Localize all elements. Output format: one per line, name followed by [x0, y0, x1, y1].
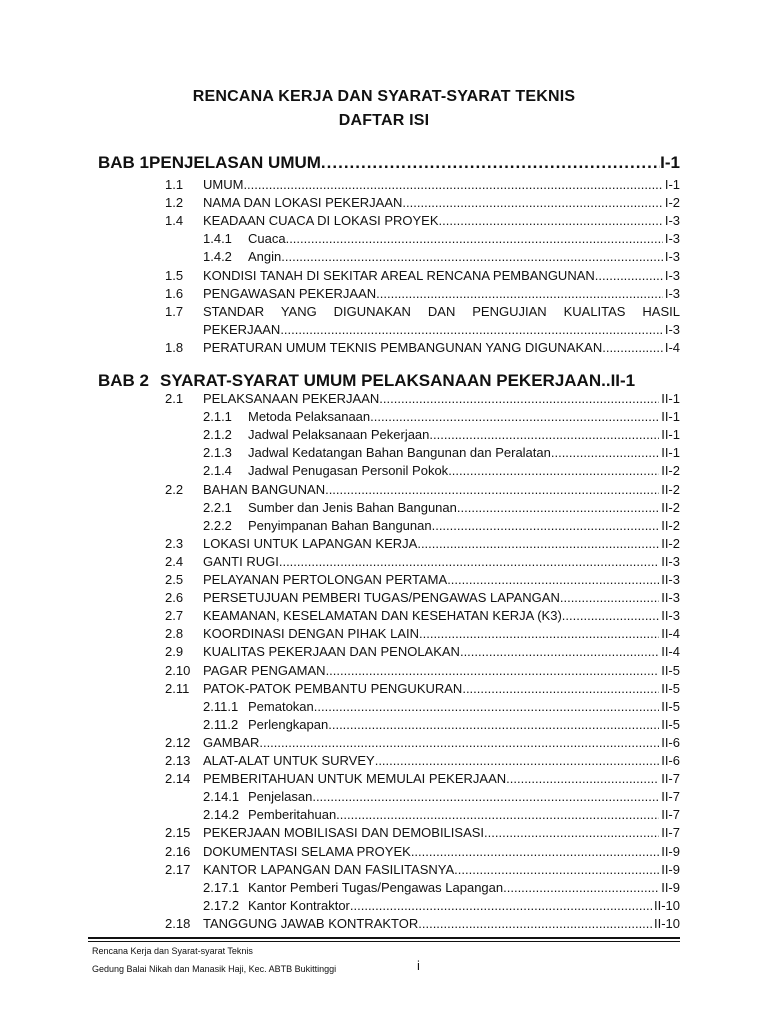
- entry-page: II-10: [653, 915, 680, 931]
- entry-title: Jadwal Pelaksanaan Pekerjaan: [248, 427, 430, 443]
- chapter-title: SYARAT-SYARAT UMUM PELAKSANAAN PEKERJAAN..: [160, 371, 611, 390]
- entry-title: Sumber dan Jenis Bahan Bangunan: [248, 499, 457, 515]
- toc-entry: [0, 589, 768, 607]
- toc-entry: [0, 535, 768, 553]
- entry-title: Cuaca: [248, 231, 286, 247]
- toc-entry: [0, 230, 768, 248]
- entry-page: II-3: [661, 553, 680, 569]
- dot-leader: [595, 267, 663, 285]
- toc-entry: [0, 408, 768, 426]
- toc-entry: [0, 607, 768, 625]
- dot-leader: [454, 861, 659, 879]
- entry-title: Jadwal Kedatangan Bahan Bangunan dan Peralatan: [248, 445, 551, 461]
- entry-title: PAGAR PENGAMAN: [203, 662, 326, 678]
- entry-page: II-7: [661, 789, 680, 805]
- dot-leader: [551, 444, 659, 462]
- toc-entry: [0, 481, 768, 499]
- entry-title: PERATURAN UMUM TEKNIS PEMBANGUNAN YANG DIGUNAKAN: [203, 339, 603, 355]
- entry-page: II-2: [661, 463, 680, 479]
- dot-leader: [379, 390, 659, 408]
- entry-page: II-5: [661, 716, 680, 732]
- dot-leader: [506, 770, 659, 788]
- chapter-page: II-1: [610, 371, 636, 390]
- entry-number: 1.4: [165, 213, 184, 229]
- entry-page: I-2: [664, 195, 680, 211]
- entry-title: TANGGUNG JAWAB KONTRAKTOR: [203, 915, 419, 931]
- entry-title: ALAT-ALAT UNTUK SURVEY: [203, 753, 375, 768]
- dot-leader: [484, 824, 659, 842]
- entry-number: 2.8: [165, 626, 184, 642]
- entry-number: 2.14.1: [203, 789, 240, 805]
- toc-entry: [0, 462, 768, 480]
- dot-leader: [259, 734, 659, 752]
- toc-entry: [0, 770, 768, 788]
- entry-title: STANDAR YANG DIGUNAKAN DAN PENGUJIAN KUALITAS HASIL: [203, 303, 680, 319]
- entry-number: 2.14: [165, 771, 191, 787]
- entry-number: 2.6: [165, 590, 184, 606]
- entry-page: I-3: [664, 213, 680, 229]
- entry-number: 2.9: [165, 644, 184, 660]
- entry-number: 2.11.2: [203, 716, 239, 732]
- entry-number: 1.4.1: [203, 231, 232, 247]
- toc-entry: [0, 643, 768, 661]
- entry-title: PERSETUJUAN PEMBERI TUGAS/PENGAWAS LAPANGAN: [203, 590, 560, 606]
- footer-project-name: Gedung Balai Nikah dan Manasik Haji, Kec. ABTB Bukittinggi: [92, 964, 337, 974]
- dot-leader: [448, 462, 659, 480]
- entry-page: II-2: [661, 535, 680, 551]
- toc-entry: [0, 788, 768, 806]
- entry-number: 1.1: [165, 177, 184, 192]
- dot-leader: [418, 915, 652, 933]
- dot-leader: [447, 571, 659, 589]
- toc-entry: [0, 843, 768, 861]
- entry-page: II-2: [661, 481, 680, 497]
- toc-entry: [0, 734, 768, 752]
- chapter-heading-2: [98, 371, 680, 391]
- entry-number: 2.2.1: [203, 499, 232, 515]
- entry-page: II-3: [661, 572, 680, 587]
- entry-page: II-2: [661, 499, 680, 515]
- entry-number: 2.13: [165, 753, 191, 768]
- entry-page: II-7: [661, 807, 680, 823]
- entry-number: 2.16: [165, 843, 191, 859]
- entry-title: UMUM: [203, 177, 244, 192]
- toc-entry: [0, 716, 768, 734]
- entry-title: DOKUMENTASI SELAMA PROYEK: [203, 843, 411, 859]
- entry-title: Perlengkapan: [248, 716, 329, 732]
- dot-leader: [279, 553, 659, 571]
- entry-page: I-3: [664, 321, 680, 337]
- entry-number: 2.14.2: [203, 807, 240, 823]
- entry-title: Metoda Pelaksanaan: [248, 409, 371, 425]
- entry-page: II-3: [661, 590, 680, 606]
- dot-leader: [321, 153, 660, 173]
- entry-page: II-6: [661, 734, 680, 750]
- entry-title: Penyimpanan Bahan Bangunan: [248, 517, 432, 533]
- entry-number: 2.2.2: [203, 517, 232, 533]
- chapter-number: BAB 1: [98, 153, 150, 172]
- entry-page: II-9: [661, 843, 680, 859]
- dot-leader: [602, 339, 663, 357]
- entry-page: II-6: [661, 753, 680, 768]
- entry-title: BAHAN BANGUNAN: [203, 481, 326, 497]
- document-title: RENCANA KERJA DAN SYARAT-SYARAT TEKNIS: [192, 88, 576, 105]
- chapter-heading-1: [98, 153, 680, 173]
- entry-title: KEAMANAN, KESELAMATAN DAN KESEHATAN KERJA (K3): [203, 608, 562, 624]
- dot-leader: [432, 517, 660, 535]
- entry-number: 1.7: [165, 303, 184, 319]
- dot-leader: [376, 285, 663, 303]
- entry-page: II-3: [661, 608, 680, 624]
- entry-number: 1.2: [165, 195, 184, 211]
- entry-page: II-1: [661, 409, 680, 425]
- entry-number: 2.12: [165, 734, 191, 750]
- entry-title: KANTOR LAPANGAN DAN FASILITASNYA: [203, 861, 455, 877]
- entry-title: LOKASI UNTUK LAPANGAN KERJA: [203, 535, 418, 551]
- toc-entry: [0, 212, 768, 230]
- dot-leader: [462, 680, 659, 698]
- dot-leader: [350, 897, 652, 915]
- toc-entry: [0, 680, 768, 698]
- chapter-number: BAB 2: [98, 371, 150, 390]
- entry-page: II-2: [661, 517, 680, 533]
- dot-leader: [281, 248, 663, 266]
- entry-number: 2.5: [165, 572, 184, 587]
- entry-title: PEKERJAAN MOBILISASI DAN DEMOBILISASI: [203, 825, 485, 841]
- entry-page: I-4: [664, 339, 680, 355]
- toc-entry: [0, 390, 768, 408]
- entry-page: I-3: [664, 267, 680, 283]
- entry-title: PELAKSANAAN PEKERJAAN: [203, 391, 380, 406]
- dot-leader: [326, 662, 660, 680]
- toc-heading: DAFTAR ISI: [338, 112, 430, 129]
- entry-number: 2.11.1: [203, 698, 239, 714]
- entry-title: Pemberitahuan: [248, 807, 337, 823]
- dot-leader: [312, 788, 659, 806]
- dot-leader: [560, 589, 659, 607]
- toc-entry: [0, 426, 768, 444]
- entry-title: KUALITAS PEKERJAAN DAN PENOLAKAN: [203, 644, 460, 660]
- entry-title: Angin: [248, 249, 282, 265]
- toc-entry: [0, 553, 768, 571]
- dot-leader: [243, 176, 662, 194]
- toc-entry: [0, 897, 768, 915]
- entry-number: 2.4: [165, 553, 184, 569]
- dot-leader: [503, 879, 659, 897]
- entry-number: 2.1: [165, 391, 184, 406]
- dot-leader: [280, 321, 663, 339]
- dot-leader: [375, 752, 660, 770]
- dot-leader: [314, 698, 659, 716]
- toc-entry: [0, 339, 768, 357]
- entry-title: KONDISI TANAH DI SEKITAR AREAL RENCANA PEMBANGUNAN: [203, 267, 595, 283]
- dot-leader: [457, 499, 659, 517]
- entry-page: II-1: [661, 445, 680, 461]
- entry-number: 2.2: [165, 481, 184, 497]
- toc-entry: [0, 194, 768, 212]
- entry-title: Kantor Pemberi Tugas/Pengawas Lapangan: [248, 879, 504, 895]
- entry-page: II-5: [661, 662, 680, 678]
- entry-title: GAMBAR: [203, 734, 260, 750]
- entry-number: 2.1.2: [203, 427, 232, 443]
- chapter-title: PENJELASAN UMUM: [149, 153, 321, 172]
- chapter-page: I-1: [660, 153, 680, 172]
- entry-number: 2.11: [165, 680, 190, 696]
- entry-number: 2.17: [165, 861, 191, 877]
- entry-title: Jadwal Penugasan Personil Pokok: [248, 463, 449, 479]
- entry-title: Penjelasan: [248, 789, 313, 805]
- dot-leader: [336, 806, 659, 824]
- entry-title: Pematokan: [248, 698, 314, 714]
- toc-entry: [0, 915, 768, 933]
- toc-entry: [0, 861, 768, 879]
- dot-leader: [419, 625, 659, 643]
- entry-title: NAMA DAN LOKASI PEKERJAAN: [203, 195, 403, 211]
- entry-page: I-1: [664, 177, 680, 192]
- entry-number: 1.6: [165, 285, 184, 301]
- entry-title: PENGAWASAN PEKERJAAN: [203, 285, 377, 301]
- toc-entry: [0, 285, 768, 303]
- entry-number: 2.3: [165, 535, 184, 551]
- entry-page: II-7: [661, 771, 680, 787]
- toc-entry: [0, 248, 768, 266]
- entry-number: 2.10: [165, 662, 191, 678]
- dot-leader: [562, 607, 659, 625]
- toc-entry: [0, 267, 768, 285]
- dot-leader: [402, 194, 662, 212]
- toc-entry: [0, 517, 768, 535]
- entry-page: I-3: [664, 231, 680, 247]
- toc-entry: [0, 879, 768, 897]
- entry-number: 2.17.1: [203, 879, 240, 895]
- footer-document-name: Rencana Kerja dan Syarat-syarat Teknis: [92, 946, 253, 956]
- toc-entry: [0, 698, 768, 716]
- toc-entry: [0, 806, 768, 824]
- entry-number: 1.5: [165, 267, 184, 283]
- dot-leader: [439, 212, 663, 230]
- toc-entry: [0, 662, 768, 680]
- entry-number: 2.15: [165, 825, 191, 841]
- entry-title: PELAYANAN PERTOLONGAN PERTAMA: [203, 572, 448, 587]
- toc-entry: [0, 824, 768, 842]
- entry-number: 2.18: [165, 915, 191, 931]
- entry-title: PEMBERITAHUAN UNTUK MEMULAI PEKERJAAN: [203, 771, 507, 787]
- entry-number: 1.8: [165, 339, 184, 355]
- dot-leader: [286, 230, 663, 248]
- toc-entry: [0, 444, 768, 462]
- footer-rule: [88, 937, 680, 939]
- entry-page: II-5: [661, 680, 680, 696]
- entry-page: II-1: [661, 427, 680, 443]
- entry-number: 2.7: [165, 608, 184, 624]
- dot-leader: [417, 535, 659, 553]
- dot-leader: [429, 426, 659, 444]
- entry-page: I-3: [664, 285, 680, 301]
- entry-page: II-4: [661, 644, 680, 660]
- entry-page: II-1: [661, 391, 680, 406]
- entry-page: II-9: [661, 861, 680, 877]
- dot-leader: [325, 481, 659, 499]
- toc-entry: [0, 571, 768, 589]
- entry-number: 2.1.1: [203, 409, 232, 425]
- toc-entry: [0, 625, 768, 643]
- dot-leader: [328, 716, 659, 734]
- entry-title: KOORDINASI DENGAN PIHAK LAIN: [203, 626, 419, 642]
- entry-page: II-7: [661, 825, 680, 841]
- entry-page: II-10: [653, 897, 680, 913]
- entry-number: 2.1.4: [203, 463, 232, 479]
- toc-entry: [0, 499, 768, 517]
- page-number: i: [417, 958, 420, 973]
- toc-entry: [0, 321, 768, 339]
- entry-page: II-5: [661, 698, 680, 714]
- dot-leader: [460, 643, 659, 661]
- entry-title: GANTI RUGI: [203, 553, 279, 569]
- entry-page: II-4: [661, 626, 680, 642]
- toc-entry: [0, 303, 768, 321]
- dot-leader: [370, 408, 659, 426]
- entry-number: 2.1.3: [203, 445, 232, 461]
- entry-title: Kantor Kontraktor: [248, 897, 350, 913]
- dot-leader: [411, 843, 659, 861]
- toc-entry: [0, 176, 768, 194]
- entry-title: PEKERJAAN: [203, 321, 281, 337]
- entry-page: II-9: [661, 879, 680, 895]
- entry-number: 2.17.2: [203, 897, 240, 913]
- entry-title: PATOK-PATOK PEMBANTU PENGUKURAN: [203, 680, 463, 696]
- entry-page: I-3: [664, 249, 680, 265]
- footer-rule-thin: [88, 941, 680, 942]
- toc-entry: [0, 752, 768, 770]
- entry-title: KEADAAN CUACA DI LOKASI PROYEK: [203, 213, 439, 229]
- entry-number: 1.4.2: [203, 249, 232, 265]
